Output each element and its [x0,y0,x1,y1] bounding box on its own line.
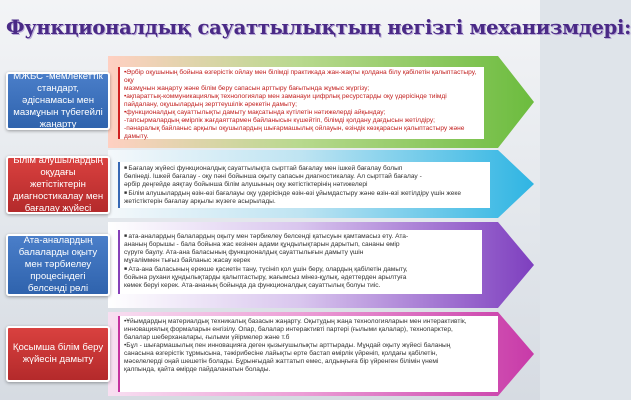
mechanism-row-1 [0,56,540,148]
row-1-content [118,67,484,139]
row-2-content [118,162,490,208]
row-2-line: ■ Бағалау жүйесі функционалдық сауаттылықта сырттай бағалау мен ішкей бағалау болып [124,164,487,173]
row-3-line: көмек беруі керек. Ата-ананың бойында да функционалдық сауаттылық болуы тиіс. [124,282,381,289]
row-1-line: -тапсырмалардың өмірлік жағдаяттармен байланысын күшейтіп, білімді қолдану дағдысын жетілдіру; [124,117,435,124]
row-2-line: әрбір деңгейде аяқтау бойынша білім алушының оқу жетістіктерінің нәтижелері [124,181,368,188]
row-1-line: •ақпараттық-коммуникациялық технологиялар мен заманауи цифрлық ресурстарды оқу үдерісінде тиімді [124,93,447,100]
row-1-line: мазмұнын жаңарту және білім беру сапасын арттыру бағытында жұмыс жүргізу; [124,85,370,92]
row-3-line: ■ Ата-ана баласының ерекше қасиетін тану, түсініп қол ұшін беру, олардың қабілетін дамыту, [124,265,479,274]
row-4-line: •Ұйымдардың материалдық техникалық базасын жаңарту. Оқытудың жаңа технологияларын мен интерактивтік, [124,318,467,325]
row-3-line: бойына рухани құндылықтарды қалыптастыру, жағымсыз мінез-құлық, әдеттерден арылтуға [124,274,407,281]
row-1-line: пайдалану, оқушылардың зерттеушілік әрекетін дамыту; [124,101,298,108]
mechanism-row-4 [0,312,540,396]
row-4-line: балалар шеберханалары, ғылыми үйірмелер және т.б [124,334,290,341]
row-2-label: Білім алушылардың оқудағы жетістіктерін диагностикалау мен бағалау жүйесі [6,156,110,214]
row-4-content [118,316,498,392]
row-2-line: жетістіктерін бағалау арқылы жүзеге асырылады. [124,198,276,205]
row-1-label: МЖБС -мемлекеттік стандарт, әдіснамасы мен мазмұнын түбегейлі жаңарту [6,72,110,130]
row-2-line: бөлінеді. Ішкей бағалау - оқу пәні бойынша оқыту сапасын диагностикалау. Ал сырттай бағалау - [124,173,422,180]
row-4-line: қалпында, қайта өмірде пайдаланатын болады. [124,366,271,373]
row-1-line: -пәнаралық байланыс арқылы оқушылардың шығармашылық ойлауын, өзіндік көзқарасын қалыптастыру және дамыту. [124,125,465,140]
row-3-label: Ата-аналардың балаларды оқыту мен тәрбиелеу процесіндегі белсенді рөлі [6,234,110,296]
row-3-line: сүруге баулу. Ата-ана баласының функционалдық сауаттылығын дамыту үшін [124,249,364,256]
row-3-line: ананың борышы - бала бойына жас кезінен адами құндылықтарын дарытып, сананы өмір [124,241,400,248]
row-3-line: ■ ата-аналардың балалардың оқыту мен тәрбиелеу белсенді қатысуын қамтамасыз ету. Ата- [124,232,479,241]
row-4-label: Қосымша білім беру жүйесін дамыту [6,326,110,382]
row-4-line: инновациялық формаларын енгізілу. Опар, балалар интерактивті партерi (ғылыми қалалар), технопарктер, [124,326,453,333]
row-4-line: мәселелерді оңай шешетін болады. Бұрынғыдай жаттатып емес, алдыңғыға бір үйренген білімін үнемі [124,358,439,365]
row-3-line: мұғаліммен тығыз байланыс жасау керек [124,257,251,264]
mechanism-row-2 [0,150,540,218]
row-4-line: санасына өзгерістік тұрмысына, тәжірибесіне лайықты ерте бастап өмірлік үйреніп, қолдағы қабілетін, [124,350,438,357]
row-3-content [118,230,482,294]
mechanism-row-3 [0,222,540,308]
row-2-line: ■ Білім алушылардың өзін-өзі бағалауы оқу үдерісінде өзін-өзі ұйымдастыру және өзін-өзі жетілдіру үшін жеке [124,189,487,198]
row-1-line: •Әрбір оқушының бойына өзгерістік ойлау мен білімді практикада жан-жақты қолдана білу қабілетін қалыптастыру, оқу [124,69,477,84]
row-1-line: •функционалдық сауаттылықты дамыту мақсатында күтілетін нәтижелерді айқындау; [124,109,386,116]
slide-title: Функционалдық сауаттылықтың негізгі механизмдері: [6,16,631,39]
row-4-line: •Бұл - шығармашылық пен инновацияға деген қызығушылықты арттырады. Мұндай оқыту жүйесі баланың [124,342,451,349]
